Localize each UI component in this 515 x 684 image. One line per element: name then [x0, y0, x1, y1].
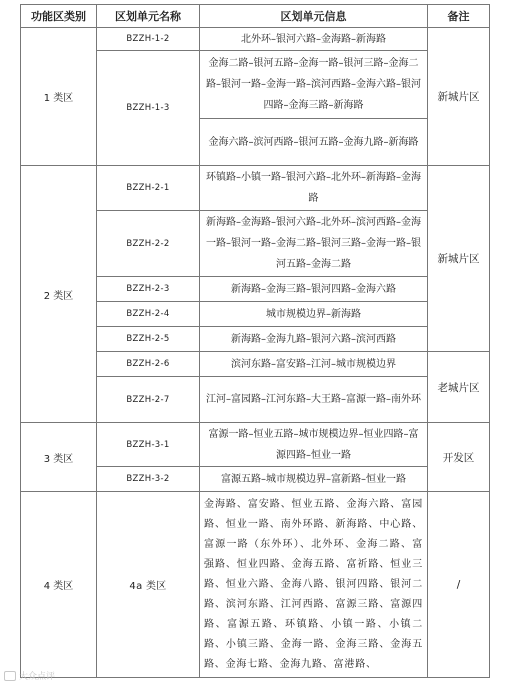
header-note: 备注	[428, 5, 490, 28]
table-row	[21, 28, 490, 51]
watermark	[4, 669, 55, 682]
header-unit-name: 区划单元名称	[97, 5, 200, 28]
unit-info: 城市规模边界–新海路	[200, 302, 428, 327]
unit-code: BZZH-1-2	[97, 28, 200, 51]
unit-info: 新海路–金海三路–银河四路–金海六路	[200, 277, 428, 302]
table-row	[21, 492, 490, 678]
unit-info: 环镇路–小镇一路–银河六路–北外环–新海路–金海路	[200, 166, 428, 211]
unit-code: BZZH-2-6	[97, 352, 200, 377]
unit-code: BZZH-1-3	[97, 51, 200, 166]
zoning-table	[20, 4, 490, 678]
unit-info: 金海二路–银河五路–金海一路–银河三路–金海二路–银河一路–金海一路–滨河西路–金海六路–银河四路–金海三路–新海路	[200, 51, 428, 119]
table-row	[21, 423, 490, 467]
watermark-text: 大众点评	[19, 672, 56, 682]
type-cell: 1 类区	[21, 28, 97, 166]
note-cell: /	[428, 492, 490, 678]
unit-info: 富源五路–城市规模边界–富新路–恒业一路	[200, 467, 428, 492]
header-row	[21, 5, 490, 28]
type-cell: 3 类区	[21, 423, 97, 492]
unit-code: BZZH-3-1	[97, 423, 200, 467]
header-unit-info: 区划单元信息	[200, 5, 428, 28]
header-function-type: 功能区类别	[21, 5, 97, 28]
unit-code: BZZH-2-7	[97, 377, 200, 423]
unit-info: 金海六路–滨河西路–银河五路–金海九路–新海路	[200, 119, 428, 166]
unit-code: BZZH-2-4	[97, 302, 200, 327]
unit-code: BZZH-2-3	[97, 277, 200, 302]
unit-info: 富源一路–恒业五路–城市规模边界–恒业四路–富源四路–恒业一路	[200, 423, 428, 467]
table-row	[21, 166, 490, 211]
unit-code: BZZH-2-5	[97, 327, 200, 352]
unit-code: BZZH-2-1	[97, 166, 200, 211]
note-cell: 开发区	[428, 423, 490, 492]
type-cell: 4 类区	[21, 492, 97, 678]
camera-icon	[4, 671, 16, 681]
unit-info: 新海路–金海九路–银河六路–滨河西路	[200, 327, 428, 352]
unit-info: 滨河东路–富安路–江河–城市规模边界	[200, 352, 428, 377]
unit-code: 4a 类区	[97, 492, 200, 678]
note-cell: 老城片区	[428, 352, 490, 423]
type-cell: 2 类区	[21, 166, 97, 423]
note-cell: 新城片区	[428, 28, 490, 166]
unit-info: 新海路–金海路–银河六路–北外环–滨河西路–金海一路–银河一路–金海二路–银河三路–金海一路–银河五路–金海二路	[200, 211, 428, 277]
unit-code: BZZH-3-2	[97, 467, 200, 492]
unit-code: BZZH-2-2	[97, 211, 200, 277]
unit-info: 北外环–银河六路–金海路–新海路	[200, 28, 428, 51]
note-cell: 新城片区	[428, 166, 490, 352]
unit-info: 江河–富园路–江河东路–大王路–富源一路–南外环	[200, 377, 428, 423]
unit-info: 金海路、富安路、恒业五路、金海六路、富园路、恒业一路、南外环路、新海路、中心路、富源一路（东外环）、北外环、金海二路、富强路、恒业四路、金海五路、富祈路、恒业三路、恒业六路、金海八路、银河四路、银河二路、滨河东路、江河西路、富源三路、富源四路、富源五路、环镇路、小镇一路、小镇二路、小镇三路、金海一路、金海三路、金海五路、金海七路、金海九路、富港路、	[200, 492, 428, 678]
